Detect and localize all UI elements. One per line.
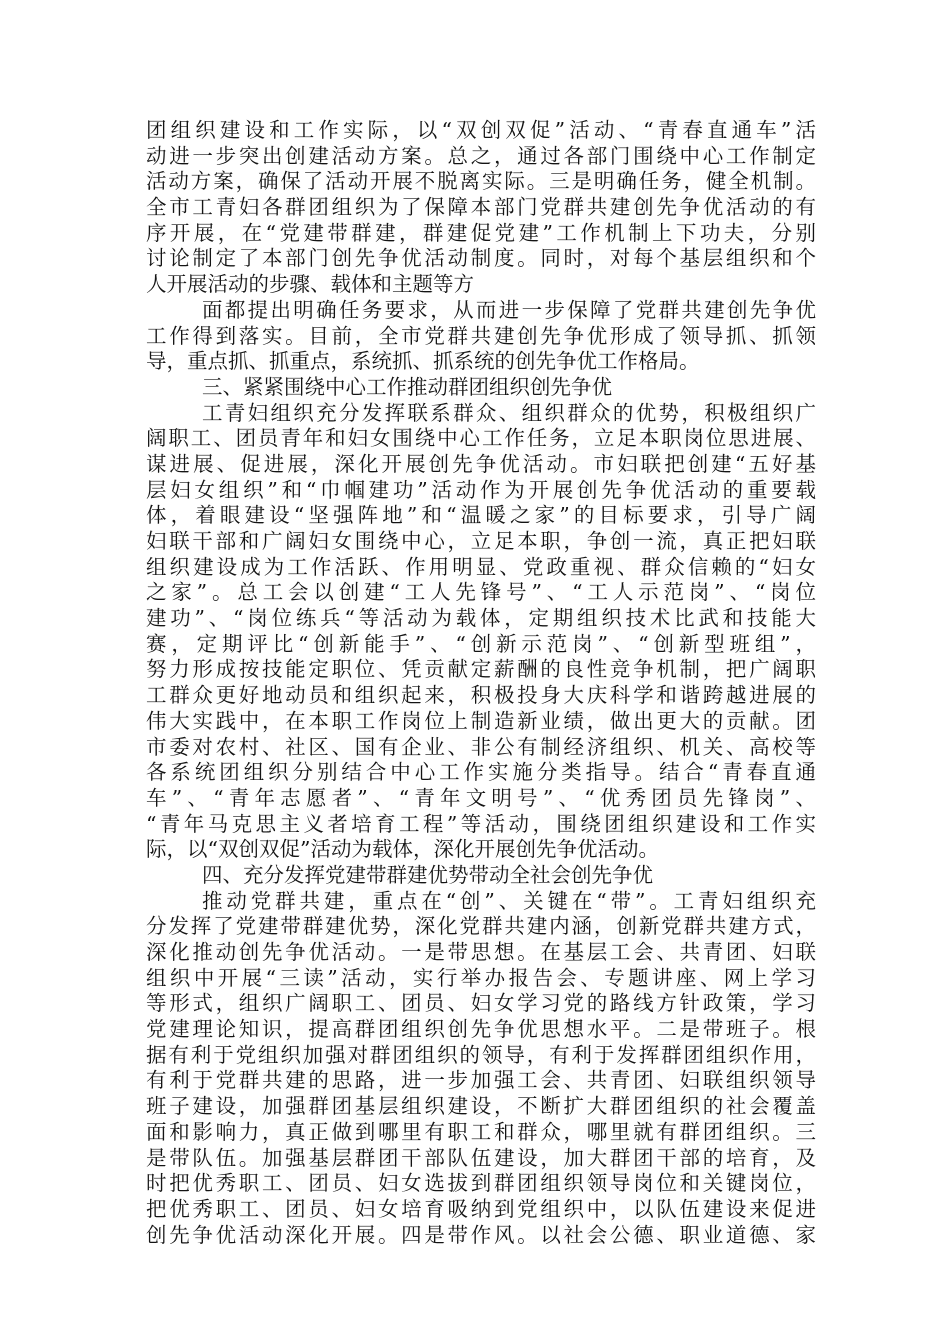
text-line: 建功”、“岗位练兵“等活动为载体，定期组织技术比武和技能大 — [146, 606, 816, 631]
text-line: 面都提出明确任务要求，从而进一步保障了党群共建创先争优 — [202, 297, 816, 322]
text-line: 组织建设成为工作活跃、作用明显、党政重视、群众信赖的“妇女 — [146, 554, 816, 579]
text-line: 等形式，组织广阔职工、团员、妇女学习党的路线方针政策，学习 — [146, 991, 816, 1016]
text-line: 体，着眼建设“坚强阵地”和“温暖之家”的目标要求，引导广阔 — [146, 503, 816, 528]
text-line: 时把优秀职工、团员、妇女选拔到群团组织领导岗位和关键岗位， — [146, 1171, 816, 1196]
text-line: 之家”。总工会以创建“工人先锋号”、“工人示范岗”、“岗位 — [146, 580, 816, 605]
text-line: 团组织建设和工作实际，以“双创双促”活动、“青春直通车”活 — [146, 118, 816, 142]
text-line: 赛，定期评比“创新能手”、“创新示范岗”、“创新型班组”， — [146, 631, 816, 656]
text-line: 推动党群共建，重点在“创”、关键在“带”。工青妇组织充 — [202, 888, 816, 913]
text-line: 努力形成按技能定职位、凭贡献定薪酬的良性竞争机制，把广阔职 — [146, 657, 816, 682]
text-line: 工群众更好地动员和组织起来，积极投身大庆科学和谐跨越进展的 — [146, 683, 816, 708]
text-line: 市委对农村、社区、国有企业、非公有制经济组织、机关、高校等 — [146, 734, 816, 759]
text-line: 阔职工、团员青年和妇女围绕中心工作任务，立足本职岗位思进展、 — [146, 426, 816, 451]
text-line: 组织中开展“三读”活动，实行举办报告会、专题讲座、网上学习 — [146, 965, 816, 990]
text-line: 据有利于党组织加强对群团组织的领导，有利于发挥群团组织作用， — [146, 1042, 816, 1067]
text-line: 全市工青妇各群团组织为了保障本部门党群共建创先争优活动的有 — [146, 195, 816, 220]
text-line: 导，重点抓、抓重点，系统抓、抓系统的创先争优工作格局。 — [146, 349, 700, 374]
text-line: 工作得到落实。目前，全市党群共建创先争优形成了领导抓、抓领 — [146, 323, 816, 348]
text-line: 三、紧紧围绕中心工作推动群团组织创先争优 — [202, 374, 612, 399]
text-line: 四、充分发挥党建带群建优势带动全社会创先争优 — [202, 862, 653, 887]
text-line: 班子建设，加强群团基层组织建设，不断扩大群团组织的社会覆盖 — [146, 1094, 816, 1119]
text-line: 深化推动创先争优活动。一是带思想。在基层工会、共青团、妇联 — [146, 940, 816, 964]
text-line: 活动方案，确保了活动开展不脱离实际。三是明确任务，健全机制。 — [146, 169, 816, 194]
text-line: 工青妇组织充分发挥联系群众、组织群众的优势，积极组织广 — [202, 400, 816, 425]
text-line: 各系统团组织分别结合中心工作实施分类指导。结合“青春直通 — [146, 760, 816, 785]
text-line: 党建理论知识，提高群团组织创先争优思想水平。二是带班子。根 — [146, 1017, 816, 1042]
text-line: 层妇女组织”和“巾帼建功”活动作为开展创先争优活动的重要载 — [146, 477, 816, 502]
text-line: “青年马克思主义者培育工程”等活动，围绕团组织建设和工作实 — [146, 811, 816, 836]
text-line: 是带队伍。加强基层群团干部队伍建设，加大群团干部的培育，及 — [146, 1145, 816, 1170]
text-line: 序开展，在“党建带群建，群建促党建”工作机制上下功夫，分别 — [146, 220, 816, 245]
text-line: 谋进展、促进展，深化开展创先争优活动。市妇联把创建“五好基 — [146, 451, 816, 476]
text-line: 妇联干部和广阔妇女围绕中心，立足本职，争创一流，真正把妇联 — [146, 529, 816, 553]
text-line: 动进一步突出创建活动方案。总之，通过各部门围绕中心工作制定 — [146, 143, 816, 168]
text-line: 际，以“双创双促”活动为载体，深化开展创先争优活动。 — [146, 837, 659, 862]
text-line: 伟大实践中，在本职工作岗位上制造新业绩，做出更大的贡献。团 — [146, 708, 816, 733]
document-body — [146, 118, 816, 1248]
text-line: 讨论制定了本部门创先争优活动制度。同时，对每个基层组织和个 — [146, 246, 816, 271]
text-line: 车”、“青年志愿者”、“青年文明号”、“优秀团员先锋岗”、 — [146, 785, 816, 810]
text-line: 分发挥了党建带群建优势，深化党群共建内涵，创新党群共建方式， — [146, 914, 816, 939]
text-line: 面和影响力，真正做到哪里有职工和群众，哪里就有群团组织。三 — [146, 1119, 816, 1144]
text-line: 人开展活动的步骤、载体和主题等方 — [146, 272, 474, 297]
text-line: 有利于党群共建的思路，进一步加强工会、共青团、妇联组织领导 — [146, 1068, 816, 1093]
text-line: 创先争优活动深化开展。四是带作风。以社会公德、职业道德、家 — [146, 1222, 816, 1247]
text-line: 把优秀职工、团员、妇女培育吸纳到党组织中，以队伍建设来促进 — [146, 1196, 816, 1221]
